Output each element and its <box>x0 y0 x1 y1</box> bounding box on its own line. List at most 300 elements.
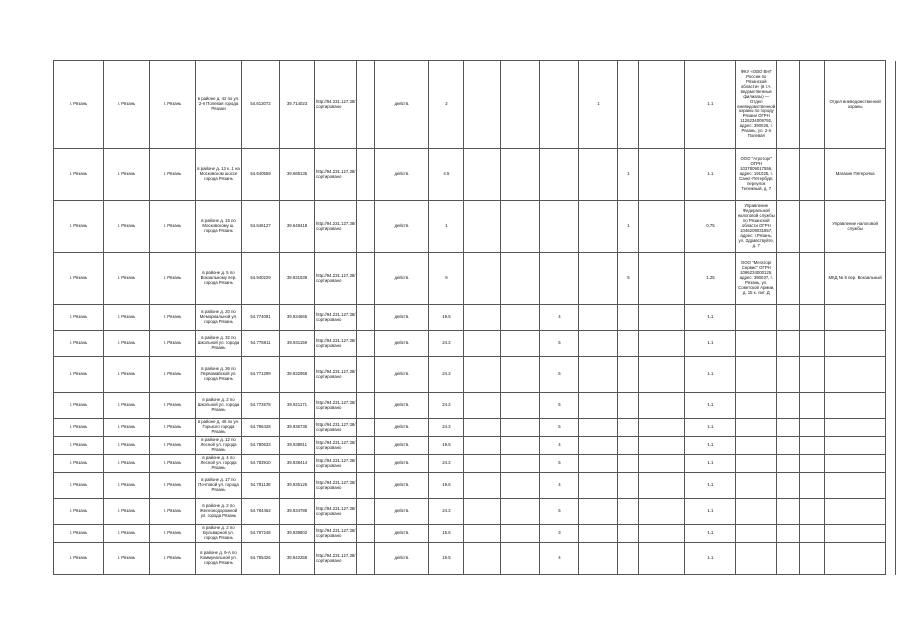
count-cell <box>501 253 540 305</box>
status-cell: действ. <box>375 455 429 473</box>
region-cell: г. Рязань <box>54 393 104 419</box>
latitude-cell: 54.774081 <box>242 305 280 331</box>
count-cell <box>579 525 618 543</box>
extra-cell <box>800 419 825 437</box>
spacer-cell <box>886 305 896 331</box>
count-cell <box>639 305 685 331</box>
table-row <box>54 253 896 305</box>
spacer-cell <box>357 455 375 473</box>
count-cell: 1 <box>579 61 618 149</box>
longitude-cell: 39.935126 <box>280 473 315 499</box>
extra-cell <box>800 543 825 575</box>
volume-cell: 24.2 <box>429 419 464 437</box>
address-cell: в районе д. 4 по Лесной ул. города Рязань <box>196 455 242 473</box>
spacer-cell <box>886 419 896 437</box>
settlement-cell: г. Рязань <box>150 149 196 201</box>
address-cell: в районе д. 13 к. 1 на Московском шоссе города Рязань <box>196 149 242 201</box>
district-cell: г. Рязань <box>104 473 150 499</box>
count-cell <box>464 253 501 305</box>
address-cell: в районе д. 36 по Первомайской ул. города Рязань <box>196 357 242 393</box>
volume-cell: 24.2 <box>429 499 464 525</box>
owner-cell <box>736 455 777 473</box>
status-cell: действ. <box>375 357 429 393</box>
count-cell <box>501 331 540 357</box>
link-cell: http://94.231.127.38/сортировано <box>315 393 357 419</box>
extra-cell <box>800 149 825 201</box>
latitude-cell: 54.781138 <box>242 473 280 499</box>
table-row <box>54 419 896 437</box>
volume-cell: 2 <box>429 61 464 149</box>
volume-cell: 19.5 <box>429 543 464 575</box>
table-body <box>54 61 896 575</box>
source-cell: Магазин Пятерочка <box>825 149 886 201</box>
latitude-cell: 54.646127 <box>242 201 280 253</box>
link-cell: http://94.231.127.38/сортировано <box>315 419 357 437</box>
extra-cell <box>777 419 800 437</box>
spacer-cell <box>886 437 896 455</box>
longitude-cell: 39.669135 <box>280 149 315 201</box>
count-cell <box>501 525 540 543</box>
extra-cell <box>777 201 800 253</box>
volume-cell: 24.2 <box>429 331 464 357</box>
extra-cell <box>777 499 800 525</box>
extra-cell <box>800 201 825 253</box>
settlement-cell: г. Рязань <box>150 525 196 543</box>
count-cell: 4 <box>540 473 579 499</box>
container-volume-cell: 1.1 <box>685 437 736 455</box>
count-cell <box>639 253 685 305</box>
link-cell: http://94.231.127.38/сортировано <box>315 525 357 543</box>
link-cell: http://94.231.127.38/сортировано <box>315 149 357 201</box>
status-cell: действ. <box>375 525 429 543</box>
longitude-cell: 39.938414 <box>280 455 315 473</box>
spacer-cell <box>357 499 375 525</box>
count-cell <box>501 437 540 455</box>
longitude-cell: 39.931939 <box>280 253 315 305</box>
longitude-cell: 39.931159 <box>280 331 315 357</box>
status-cell: действ. <box>375 543 429 575</box>
container-volume-cell: 0.75 <box>685 201 736 253</box>
owner-cell <box>736 473 777 499</box>
container-volume-cell: 1.1 <box>685 543 736 575</box>
container-volume-cell: 1.1 <box>685 499 736 525</box>
link-cell: http://94.231.127.38/сортировано <box>315 437 357 455</box>
count-cell <box>464 499 501 525</box>
region-cell: г. Рязань <box>54 543 104 575</box>
address-cell: в районе д. 42 по ул. 2-я Полевая города Рязани <box>196 61 242 149</box>
table-row <box>54 499 896 525</box>
owner-cell: ФКУ «ОВО ВНГ России по Рязанской области» (в т.ч. ведомственные филиалы) — Отдел вневедомственной охраны по городу Рязани ОГРН 1126234009792, адрес: 390026, г. Рязань, ул. 2-я Полевая <box>736 61 777 149</box>
spacer-cell <box>357 543 375 575</box>
count-cell <box>579 473 618 499</box>
status-cell: действ. <box>375 499 429 525</box>
latitude-cell: 54.784462 <box>242 499 280 525</box>
longitude-cell: 39.714023 <box>280 61 315 149</box>
address-cell: в районе д. 2 по Железнодорожной ул. города Рязань <box>196 499 242 525</box>
extra-cell <box>800 357 825 393</box>
count-cell <box>464 525 501 543</box>
spacer-cell <box>357 149 375 201</box>
link-cell: http://94.231.127.38/сортировано <box>315 331 357 357</box>
count-cell: 4 <box>540 437 579 455</box>
volume-cell: 24.2 <box>429 393 464 419</box>
count-cell <box>464 437 501 455</box>
extra-cell <box>777 149 800 201</box>
extra-cell <box>800 499 825 525</box>
count-cell <box>540 149 579 201</box>
count-cell <box>464 149 501 201</box>
spacer-cell <box>886 149 896 201</box>
count-cell <box>501 543 540 575</box>
status-cell: действ. <box>375 61 429 149</box>
latitude-cell: 54.797248 <box>242 525 280 543</box>
count-cell <box>579 499 618 525</box>
table-row <box>54 525 896 543</box>
latitude-cell: 54.755426 <box>242 543 280 575</box>
count-cell <box>618 499 639 525</box>
volume-cell: 4.5 <box>429 149 464 201</box>
spacer-cell <box>886 331 896 357</box>
registry-table <box>53 60 896 575</box>
owner-cell <box>736 437 777 455</box>
extra-cell <box>777 61 800 149</box>
volume-cell: 19.6 <box>429 473 464 499</box>
address-cell: в районе д. 17 по Почтовой ул. города Рязань <box>196 473 242 499</box>
extra-cell <box>777 525 800 543</box>
spacer-cell <box>357 61 375 149</box>
extra-cell <box>777 253 800 305</box>
container-volume-cell: 1.1 <box>685 357 736 393</box>
count-cell <box>639 419 685 437</box>
owner-cell <box>736 331 777 357</box>
spacer-cell <box>357 305 375 331</box>
status-cell: действ. <box>375 331 429 357</box>
source-cell <box>825 525 886 543</box>
owner-cell <box>736 499 777 525</box>
count-cell <box>464 61 501 149</box>
link-cell: http://94.231.127.38/сортировано <box>315 543 357 575</box>
district-cell: г. Рязань <box>104 437 150 455</box>
count-cell <box>579 419 618 437</box>
table-row <box>54 473 896 499</box>
spacer-cell <box>886 201 896 253</box>
spacer-cell <box>886 393 896 419</box>
source-cell <box>825 393 886 419</box>
owner-cell: ООО "Агроторг" ОГРН 1037809017556, адрес: 191025, г. Санкт-Петербург, переулок Тележный, д. 7 <box>736 149 777 201</box>
latitude-cell: 54.613072 <box>242 61 280 149</box>
owner-cell <box>736 419 777 437</box>
spacer-cell <box>357 357 375 393</box>
link-cell: http://94.231.127.38/сортировано <box>315 305 357 331</box>
spacer-cell <box>357 437 375 455</box>
count-cell <box>618 473 639 499</box>
extra-cell <box>800 61 825 149</box>
count-cell <box>501 201 540 253</box>
count-cell <box>618 305 639 331</box>
count-cell <box>464 331 501 357</box>
table-row <box>54 437 896 455</box>
table-row <box>54 331 896 357</box>
district-cell: г. Рязань <box>104 357 150 393</box>
volume-cell: 19.5 <box>429 437 464 455</box>
table-row <box>54 305 896 331</box>
latitude-cell: 54.640559 <box>242 149 280 201</box>
settlement-cell: г. Рязань <box>150 473 196 499</box>
table-row <box>54 393 896 419</box>
spacer-cell <box>886 455 896 473</box>
count-cell <box>501 473 540 499</box>
spacer-cell <box>357 393 375 419</box>
region-cell: г. Рязань <box>54 499 104 525</box>
count-cell: 5 <box>618 253 639 305</box>
district-cell: г. Рязань <box>104 305 150 331</box>
address-cell: в районе д. 2 по Бульварной ул. города Рязань <box>196 525 242 543</box>
count-cell <box>579 437 618 455</box>
owner-cell <box>736 305 777 331</box>
count-cell <box>618 455 639 473</box>
count-cell <box>618 61 639 149</box>
count-cell <box>501 393 540 419</box>
region-cell: г. Рязань <box>54 149 104 201</box>
count-cell <box>579 201 618 253</box>
extra-cell <box>777 543 800 575</box>
status-cell: действ. <box>375 437 429 455</box>
source-cell <box>825 543 886 575</box>
link-cell: http://94.231.127.38/сортировано <box>315 201 357 253</box>
extra-cell <box>800 331 825 357</box>
latitude-cell: 54.776811 <box>242 331 280 357</box>
container-volume-cell: 1.1 <box>685 455 736 473</box>
count-cell <box>618 419 639 437</box>
count-cell: 1 <box>618 149 639 201</box>
region-cell: г. Рязань <box>54 331 104 357</box>
region-cell: г. Рязань <box>54 61 104 149</box>
longitude-cell: 39.934665 <box>280 305 315 331</box>
settlement-cell: г. Рязань <box>150 357 196 393</box>
count-cell <box>464 357 501 393</box>
extra-cell <box>800 455 825 473</box>
container-volume-cell: 1.1 <box>685 419 736 437</box>
count-cell <box>639 525 685 543</box>
district-cell: г. Рязань <box>104 393 150 419</box>
spacer-cell <box>886 357 896 393</box>
volume-cell: 24.2 <box>429 357 464 393</box>
source-cell <box>825 419 886 437</box>
latitude-cell: 54.772578 <box>242 393 280 419</box>
count-cell <box>618 393 639 419</box>
extra-cell <box>777 393 800 419</box>
spacer-cell <box>886 525 896 543</box>
count-cell <box>501 305 540 331</box>
region-cell: г. Рязань <box>54 437 104 455</box>
count-cell <box>639 543 685 575</box>
volume-cell: 1 <box>429 201 464 253</box>
district-cell: г. Рязань <box>104 253 150 305</box>
table-row <box>54 201 896 253</box>
count-cell: 5 <box>540 331 579 357</box>
extra-cell <box>800 253 825 305</box>
status-cell: действ. <box>375 419 429 437</box>
link-cell: http://94.231.127.38/сортировано <box>315 455 357 473</box>
count-cell: 5 <box>540 455 579 473</box>
count-cell <box>639 393 685 419</box>
extra-cell <box>777 357 800 393</box>
district-cell: г. Рязань <box>104 149 150 201</box>
owner-cell: ООО "Мегаторг Сервис" ОГРН 1096234000125, адрес: 390037, г. Рязань, ул. Советской Армии, д. 15 к. лит. Д <box>736 253 777 305</box>
settlement-cell: г. Рязань <box>150 305 196 331</box>
extra-cell <box>777 473 800 499</box>
count-cell <box>501 357 540 393</box>
count-cell <box>579 253 618 305</box>
count-cell: 5 <box>540 499 579 525</box>
status-cell: действ. <box>375 393 429 419</box>
status-cell: действ. <box>375 253 429 305</box>
longitude-cell: 39.936736 <box>280 419 315 437</box>
count-cell: 1 <box>618 201 639 253</box>
latitude-cell: 54.780633 <box>242 437 280 455</box>
link-cell: http://94.231.127.38/сортировано <box>315 61 357 149</box>
count-cell <box>579 543 618 575</box>
count-cell <box>540 201 579 253</box>
volume-cell: 19.5 <box>429 305 464 331</box>
extra-cell <box>800 525 825 543</box>
spacer-cell <box>886 473 896 499</box>
link-cell: http://94.231.127.38/сортировано <box>315 473 357 499</box>
extra-cell <box>800 473 825 499</box>
district-cell: г. Рязань <box>104 455 150 473</box>
district-cell: г. Рязань <box>104 543 150 575</box>
source-cell <box>825 331 886 357</box>
count-cell <box>618 525 639 543</box>
source-cell <box>825 437 886 455</box>
spacer-cell <box>357 473 375 499</box>
count-cell <box>639 437 685 455</box>
owner-cell <box>736 393 777 419</box>
source-cell: Отдел вневедомственной охраны <box>825 61 886 149</box>
status-cell: действ. <box>375 473 429 499</box>
count-cell: 4 <box>540 543 579 575</box>
link-cell: http://94.231.127.38/сортировано <box>315 253 357 305</box>
settlement-cell: г. Рязань <box>150 331 196 357</box>
extra-cell <box>800 305 825 331</box>
count-cell <box>501 419 540 437</box>
count-cell: 4 <box>540 305 579 331</box>
container-volume-cell: 1.1 <box>685 331 736 357</box>
address-cell: в районе д. 32 по Школьной ул. города Рязань <box>196 331 242 357</box>
settlement-cell: г. Рязань <box>150 499 196 525</box>
count-cell <box>579 455 618 473</box>
volume-cell: 6 <box>429 253 464 305</box>
settlement-cell: г. Рязань <box>150 201 196 253</box>
count-cell <box>464 305 501 331</box>
count-cell <box>579 357 618 393</box>
settlement-cell: г. Рязань <box>150 61 196 149</box>
extra-cell <box>800 437 825 455</box>
count-cell <box>639 357 685 393</box>
address-cell: в районе д. 5 по Вокзальному пер. города Рязань <box>196 253 242 305</box>
link-cell: http://94.231.127.38/сортировано <box>315 499 357 525</box>
container-volume-cell: 1.1 <box>685 305 736 331</box>
table-row <box>54 455 896 473</box>
longitude-cell: 39.938811 <box>280 437 315 455</box>
count-cell <box>639 499 685 525</box>
count-cell <box>618 543 639 575</box>
source-cell <box>825 357 886 393</box>
count-cell <box>464 455 501 473</box>
count-cell <box>639 61 685 149</box>
longitude-cell: 39.921171 <box>280 393 315 419</box>
spacer-cell <box>357 331 375 357</box>
count-cell <box>464 473 501 499</box>
region-cell: г. Рязань <box>54 305 104 331</box>
settlement-cell: г. Рязань <box>150 419 196 437</box>
volume-cell: 24.2 <box>429 455 464 473</box>
settlement-cell: г. Рязань <box>150 543 196 575</box>
longitude-cell: 39.934786 <box>280 499 315 525</box>
longitude-cell: 39.939802 <box>280 525 315 543</box>
count-cell <box>501 499 540 525</box>
region-cell: г. Рязань <box>54 419 104 437</box>
count-cell: 3 <box>540 525 579 543</box>
longitude-cell: 39.942258 <box>280 543 315 575</box>
status-cell: действ. <box>375 201 429 253</box>
extra-cell <box>777 305 800 331</box>
owner-cell: Управление Федеральной налоговой службы по Рязанской области ОГРН 1046209031857, адрес: г.Рязань, ул. Здравствуйте, д. 7 <box>736 201 777 253</box>
source-cell <box>825 473 886 499</box>
owner-cell <box>736 525 777 543</box>
source-cell <box>825 499 886 525</box>
extra-cell <box>800 393 825 419</box>
count-cell <box>618 437 639 455</box>
spacer-cell <box>357 253 375 305</box>
extra-cell <box>777 437 800 455</box>
region-cell: г. Рязань <box>54 455 104 473</box>
status-cell: действ. <box>375 305 429 331</box>
count-cell <box>579 305 618 331</box>
container-volume-cell: 1.1 <box>685 393 736 419</box>
count-cell <box>579 393 618 419</box>
count-cell <box>639 331 685 357</box>
count-cell <box>464 419 501 437</box>
container-volume-cell: 1.1 <box>685 61 736 149</box>
region-cell: г. Рязань <box>54 525 104 543</box>
spacer-cell <box>357 525 375 543</box>
region-cell: г. Рязань <box>54 473 104 499</box>
settlement-cell: г. Рязань <box>150 393 196 419</box>
count-cell <box>618 331 639 357</box>
container-volume-cell: 1.1 <box>685 149 736 201</box>
district-cell: г. Рязань <box>104 525 150 543</box>
address-cell: в районе д. 15 по Московскому ш. города Рязань <box>196 201 242 253</box>
address-cell: в районе д. 20 по Мемориальной ул. города Рязань <box>196 305 242 331</box>
count-cell <box>639 201 685 253</box>
count-cell <box>639 149 685 201</box>
source-cell: МКД № 5 пер. Вокзальный <box>825 253 886 305</box>
spacer-cell <box>886 543 896 575</box>
address-cell: в районе д. 45 по ул. Горького города Рязань <box>196 419 242 437</box>
longitude-cell: 39.932958 <box>280 357 315 393</box>
owner-cell <box>736 357 777 393</box>
table-row <box>54 357 896 393</box>
extra-cell <box>777 455 800 473</box>
spacer-cell <box>357 201 375 253</box>
source-cell <box>825 305 886 331</box>
table-row <box>54 61 896 149</box>
table-row <box>54 149 896 201</box>
address-cell: в районе д. 9-А по Коммунальной ул. города Рязань <box>196 543 242 575</box>
settlement-cell: г. Рязань <box>150 437 196 455</box>
count-cell: 5 <box>540 419 579 437</box>
